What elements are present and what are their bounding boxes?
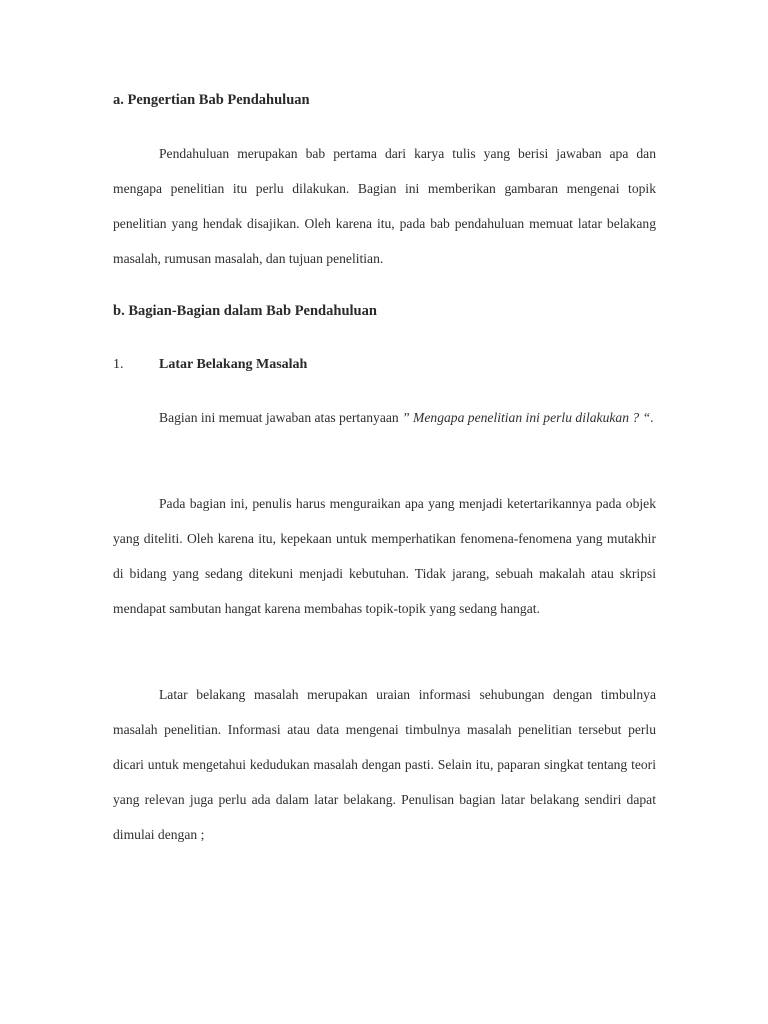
list-item-number: 1. [113,357,124,372]
latar-belakang-paragraph-1 [113,400,656,435]
list-item-title: Latar Belakang Masalah [159,357,308,372]
section-a-heading: a. Pengertian Bab Pendahuluan [113,92,310,108]
paragraph-1-prefix: Bagian ini memuat jawaban atas pertanyaan [159,410,403,425]
list-item-1 [113,357,307,373]
section-a-paragraph: Pendahuluan merupakan bab pertama dari karya tulis yang berisi jawaban apa dan mengapa penelitian itu perlu dilakukan. Bagian ini memberikan gambaran mengenai topik penelitian yang hendak disajikan. Oleh karena itu, pada bab pendahuluan memuat latar belakang masalah, rumusan masalah, dan tujuan penelitian. [113,146,656,266]
paragraph-1-suffix: . [650,410,654,425]
latar-belakang-paragraph-2: Pada bagian ini, penulis harus menguraikan apa yang menjadi ketertarikannya pada objek yang diteliti. Oleh karena itu, kepekaan untuk memperhatikan fenomena-fenomena yang mutakhir di bidang yang sedang ditekuni menjadi kebutuhan. Tidak jarang, sebuah makalah atau skripsi mendapat sambutan hangat karena membahas topik-topik yang sedang hangat. [113,496,656,616]
latar-belakang-paragraph-3: Latar belakang masalah merupakan uraian informasi sehubungan dengan timbulnya masalah penelitian. Informasi atau data mengenai timbulnya masalah penelitian tersebut perlu dicari untuk mengetahui kedudukan masalah dengan pasti. Selain itu, paparan singkat tentang teori yang relevan juga perlu ada dalam latar belakang. Penulisan bagian latar belakang sendiri dapat dimulai dengan ; [113,687,656,842]
section-b-heading: b. Bagian-Bagian dalam Bab Pendahuluan [113,303,377,319]
paragraph-1-quote: ” Mengapa penelitian ini perlu dilakukan ? “ [402,410,651,425]
